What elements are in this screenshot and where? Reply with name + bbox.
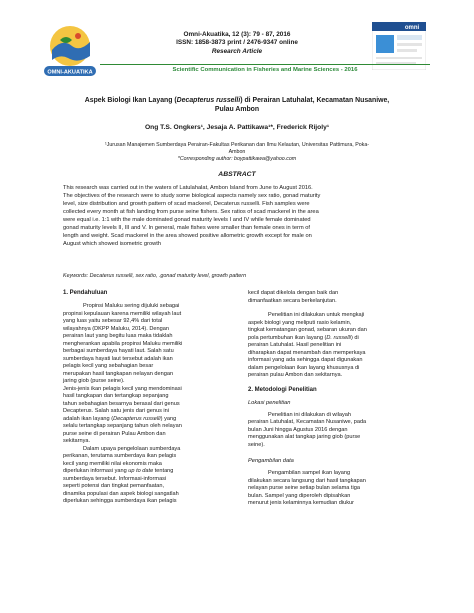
affiliation-line-1: ¹Jurusan Manajemen Sumberdaya Perairan-Fakultas Perikanan dan Ilmu Kelautan, Universitas Pattimura, Poka- xyxy=(104,142,370,148)
paragraph-line: sumberdaya tersebut. Informasi-informasi xyxy=(63,475,167,482)
text-fragment: ) yang xyxy=(160,415,177,422)
paragraph-line: nelayan purse seine setiap bulan selama tiga xyxy=(248,485,360,491)
journal-cover-thumbnail xyxy=(372,22,426,70)
paragraph-line: bulan Juni hingga Agustus 2016 dengan xyxy=(248,426,348,433)
paragraph-line: seperti potensi dan tingkat pemanfaatan, xyxy=(63,483,165,489)
title-species: Decapterus russelli xyxy=(176,97,241,104)
paragraph-gap xyxy=(248,305,418,312)
corresponding-author: *Corresponding author: boypattikawa@yahoo.com xyxy=(177,156,297,162)
text-fragment: pola pertumbuhan ikan layang ( xyxy=(248,334,327,341)
paragraph-line: informasi yang ada sehingga dapat digunakan xyxy=(248,357,363,363)
paragraph-line: dinamika populasi dan aspek biologi sangatlah xyxy=(63,490,179,497)
paragraph-line: Decapterus. Salah satu jenis dari genus ini xyxy=(63,408,170,414)
paragraph-line: dalam pengelolaan ikan layang khususnya di xyxy=(248,364,360,371)
paragraph-line: perairan laut yang begitu luas maka tidaklah xyxy=(63,333,173,339)
text-fragment: diperlukan informasi yang xyxy=(63,468,129,474)
paragraph-line: Dalam upaya pengelolaan sumberdaya xyxy=(83,445,181,452)
paragraph-line: mengherankan apabila propinsi Maluku memiliki xyxy=(63,340,183,347)
paragraph-line: dimanfaatkan secara berkelanjutan. xyxy=(248,297,337,304)
section-heading-introduction: 1. Pendahuluan xyxy=(63,290,108,296)
paragraph-line: Jenis-jenis ikan pelagis kecil yang mendominasi xyxy=(63,385,182,392)
paragraph-gap xyxy=(248,380,418,387)
paragraph-line: tahun sebahagian besarnya berasal dari genus xyxy=(63,400,180,407)
paragraph-line xyxy=(63,416,234,424)
paragraph-line: propinsi kepulauan karena memiliki wilayah laut xyxy=(63,310,182,317)
subsection-heading-location: Lokasi penelitian xyxy=(248,399,291,406)
paragraph-line: Pengambilan sampel ikan layang xyxy=(268,470,351,476)
emphasis: up to date xyxy=(128,468,154,474)
paragraph-line: aspek biologi yang meliputi rasio kelamin, xyxy=(248,319,352,326)
species-name: Decapterus russelli xyxy=(113,415,161,422)
article-type: Research Article xyxy=(211,48,263,55)
paragraph-line: perairan Latuhalat, Kecamatan Nusaniwe, pada xyxy=(248,419,367,425)
paragraph-line: sekitarnya. xyxy=(63,438,91,444)
abstract-line: length and weight. Scad mackerel in the area showed positive allometric growth except for male on xyxy=(63,232,312,239)
paragraph-line xyxy=(248,335,418,343)
journal-citation: Omni-Akuatika, 12 (3): 79 - 87, 2016 xyxy=(183,31,291,38)
paragraph-line: jaring giob (purse seine). xyxy=(63,378,125,384)
paragraph-line: menggunakan alat tangkap jaring giob (purse xyxy=(248,434,361,440)
paragraph-line: Propinsi Maluku sering dijuluki sebagai xyxy=(83,303,180,309)
title-part-1: Aspek Biologi Ikan Layang ( xyxy=(84,97,177,104)
text-fragment: tentang xyxy=(153,468,174,474)
abstract-line: collected every month at fish landing from purse seine fishers. Sex ratios of scad mackerel in the area xyxy=(63,208,319,215)
title-part-2: ) di Perairan Latuhalat, Kecamatan Nusaniwe, xyxy=(240,97,390,104)
paragraph-line: tingkat kematangan gonad, sebaran ukuran dan xyxy=(248,327,367,333)
paragraph-line: menurut jenis kelaminnya kemudian diukur xyxy=(248,500,355,506)
right-column xyxy=(248,290,418,508)
article-title-line-2: Pulau Ambon xyxy=(214,106,260,113)
abstract-line: The objectives of the research were to study some biological aspects namely sex ratio, gonad maturity xyxy=(63,192,321,199)
journal-tagline: Scientific Communication in Fisheries and Marine Sciences - 2016 xyxy=(172,67,358,73)
author-list: Ong T.S. Ongkers¹, Jesaja A. Pattikawa¹*, Frederick Rijoly¹ xyxy=(144,124,330,131)
paragraph-line: seine). xyxy=(248,441,265,448)
journal-issn: ISSN: 1858-3873 print / 2476-9347 online xyxy=(176,39,298,46)
species-name: D. russelli xyxy=(326,334,351,341)
logo-text: OMNI-AKUATIKA xyxy=(47,69,93,76)
paragraph-line xyxy=(63,468,234,476)
subsection-heading-data-collection: Pengambilan data xyxy=(248,458,294,464)
paragraph-line: Penelitian ini dilakukan di wilayah xyxy=(268,411,352,418)
abstract-line: level, size distribution and growth pattern of scad mackerel, Decaterus russelli. Fish samples were xyxy=(63,200,310,207)
abstract-line: August which showed isometric growth xyxy=(63,240,161,247)
article-title-line-1 xyxy=(30,96,444,105)
section-heading-methods: 2. Metodologi Penelitian xyxy=(248,386,317,393)
paragraph-line: dilakukan secara langsung dari hasil tangkapan xyxy=(248,477,366,484)
paragraph-line: perairan Latuhalat. Hasil penelitian ini xyxy=(248,342,342,348)
paragraph-line: merupakan hasil tangkapan nelayan dengan xyxy=(63,370,174,377)
paragraph-line: perikanan, terutama sumberdaya ikan pelagis xyxy=(63,453,177,459)
paragraph-line: kecil dapat dikelola dengan baik dan xyxy=(248,290,339,296)
abstract-heading: ABSTRACT xyxy=(218,171,256,178)
abstract-line: gonad maturity levels II, III and V. In general, male fishes were smaller than female ones in term of xyxy=(63,224,311,231)
left-column xyxy=(63,290,234,506)
paragraph-line: Penelitian ini dilakukan untuk mengkaji xyxy=(268,312,365,318)
abstract-text xyxy=(63,185,411,249)
paragraph-line: purse seine di perairan Pulau Ambon dan xyxy=(63,430,166,437)
cover-text: omni xyxy=(404,25,420,31)
journal-logo xyxy=(38,20,102,80)
paragraph-line: diperlukan sehingga sumberdaya ikan pelagis xyxy=(63,498,177,504)
paragraph-line: diharapkan dapat menambah dan memperkaya xyxy=(248,349,366,356)
paragraph-line: berbagai sumberdaya hayati laut. Salah satu xyxy=(63,348,174,354)
paragraph-line: wilayahnya (DKPP Maluku, 2014). Dengan xyxy=(63,325,169,332)
keywords: Keywords: Decaterus russelli, sex ratio, .gonad maturity level, growth pattern xyxy=(63,273,247,279)
header-divider xyxy=(100,64,430,65)
paragraph-line: kecil yang memiliki nilai ekonomis maka xyxy=(63,460,162,467)
abstract-line: This research was carried out in the waters of Latulahalat, Ambon Island from June to August 2016. xyxy=(63,185,313,191)
paragraph-line: yang luas yaitu sebesar 92,4% dari total xyxy=(63,318,163,324)
paragraph-line: hasil tangkapan dan tertangkap sepanjang xyxy=(63,393,169,399)
paragraph-gap xyxy=(248,449,418,456)
text-fragment: adalah ikan layang ( xyxy=(63,415,114,422)
paragraph-line: sumberdaya hayati laut tersebut adalah ikan xyxy=(63,355,173,362)
text-fragment: ) di xyxy=(350,334,359,341)
paragraph-line: bulan. Sampel yang diperoleh dipisahkan xyxy=(248,492,351,499)
abstract-line: were equal i.e. 1:1 with the male dominated gonad maturity levels I and IV while female dominated xyxy=(63,216,311,223)
paragraph-line: selalu tertangkap sepanjang tahun oleh nelayan xyxy=(63,423,182,429)
paragraph-line: perairan pulau Ambon dan sekitarnya. xyxy=(248,372,343,378)
paragraph-line: pelagis kecil yang sebahagian besar xyxy=(63,363,154,369)
affiliation-line-2: Ambon xyxy=(228,149,246,155)
